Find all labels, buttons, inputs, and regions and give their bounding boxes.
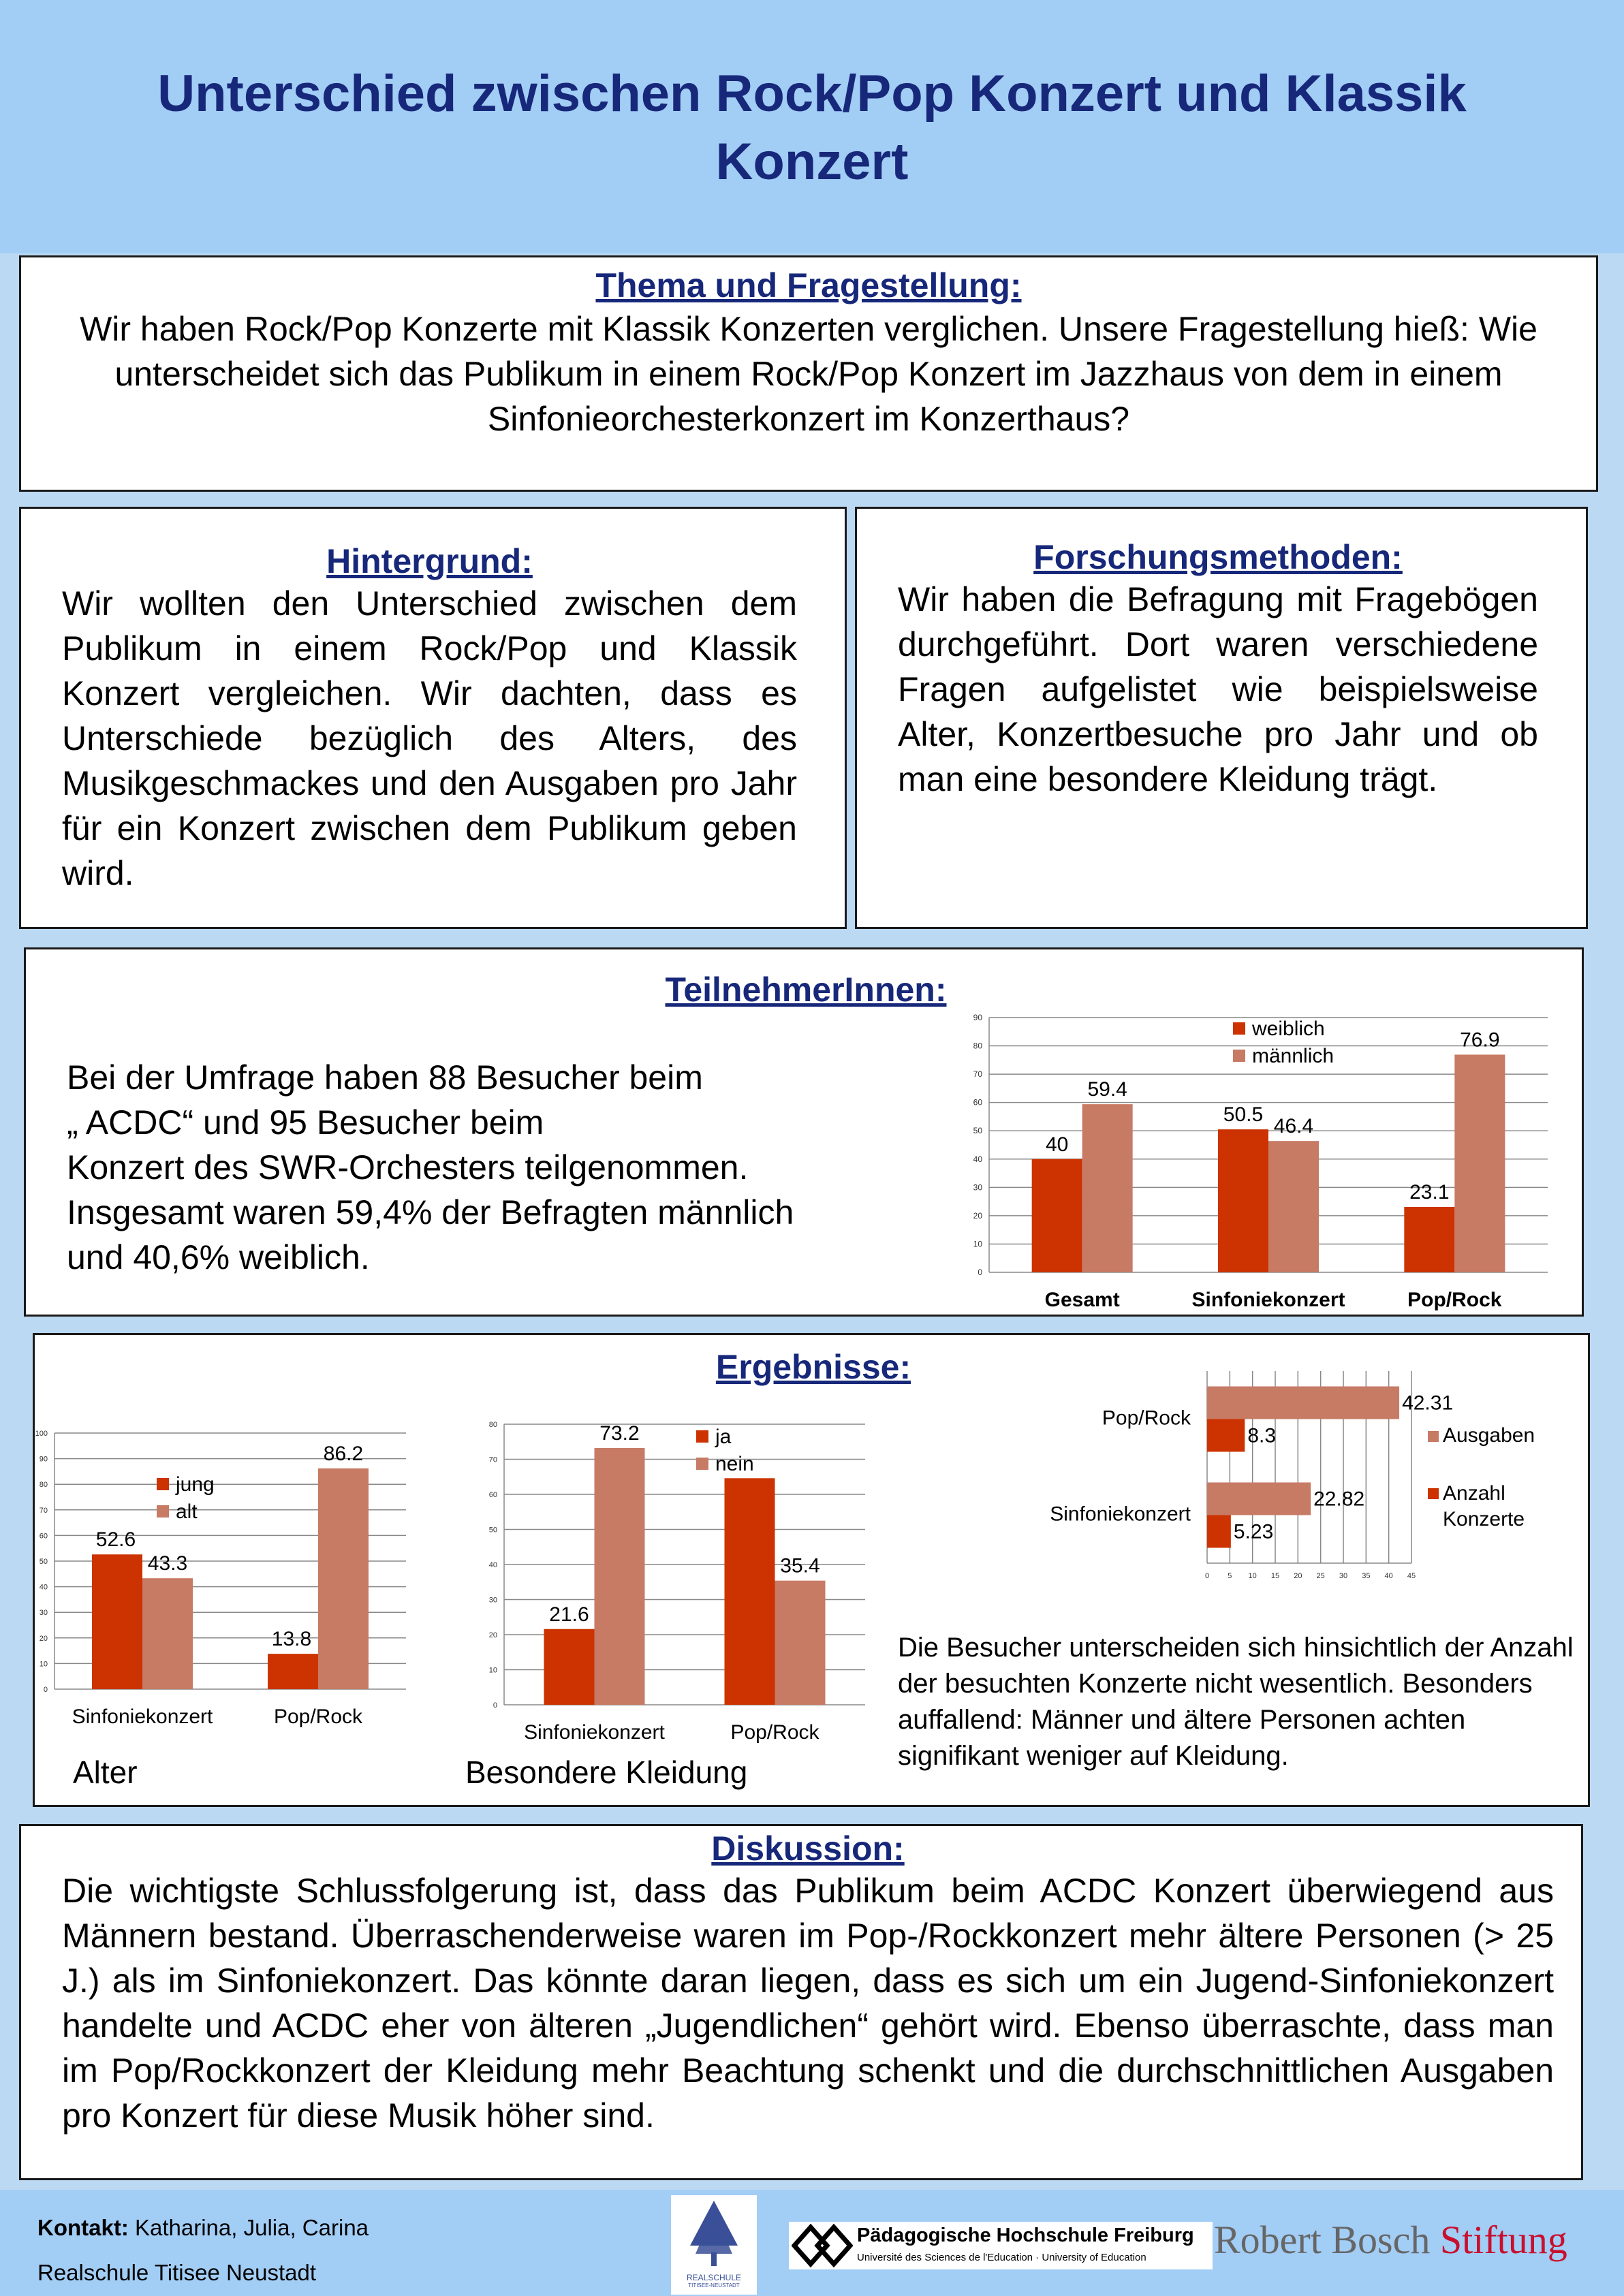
- y-tick-label: 10: [973, 1239, 982, 1249]
- bar-Ausgaben: [1207, 1387, 1399, 1419]
- y-tick-label: 0: [43, 1686, 48, 1694]
- bar-Anzahl Konzerte: [1207, 1515, 1231, 1548]
- category-label: Pop/Rock: [1407, 1289, 1502, 1311]
- methoden-heading: Forschungsmethoden:: [1033, 538, 1403, 576]
- legend-swatch: [157, 1478, 169, 1490]
- y-tick-label: 100: [35, 1430, 48, 1438]
- thema-heading: Thema und Fragestellung:: [595, 266, 1022, 304]
- y-tick-label: 60: [39, 1532, 48, 1541]
- x-tick-label: 10: [1248, 1572, 1257, 1580]
- category-label: Gesamt: [1044, 1289, 1120, 1311]
- alter-chart: [35, 1427, 422, 1733]
- diskussion-heading: Diskussion:: [711, 1829, 905, 1868]
- y-tick-label: 10: [39, 1660, 48, 1669]
- x-tick-label: 20: [1294, 1572, 1302, 1580]
- data-label: 86.2: [323, 1442, 364, 1465]
- data-label: 42.31: [1402, 1391, 1454, 1415]
- y-tick-label: 40: [488, 1561, 497, 1569]
- teilnehmer-line: Insgesamt waren 59,4% der Befragten männlich: [67, 1193, 794, 1231]
- teilnehmer-line: „ ACDC“ und 95 Besucher beim: [67, 1103, 544, 1142]
- x-tick-label: 5: [1228, 1572, 1232, 1580]
- category-label: Pop/Rock: [273, 1705, 363, 1728]
- legend-label: alt: [176, 1500, 198, 1523]
- y-tick-label: 40: [973, 1154, 982, 1164]
- school-name: Realschule Titisee Neustadt: [37, 2260, 317, 2285]
- methoden-text: Wir haben die Befragung mit Fragebögen durchgeführt. Dort waren verschiedene Fragen aufgelistet wie beispielsweise Alter, Konzertbesuche pro Jahr und ob man eine besondere Kleidung trägt.: [898, 580, 1538, 798]
- x-tick-label: 25: [1316, 1572, 1325, 1580]
- data-label: 43.3: [147, 1552, 188, 1575]
- y-tick-label: 80: [488, 1421, 497, 1429]
- legend-label: männlich: [1252, 1045, 1334, 1067]
- legend-label: jung: [176, 1473, 215, 1496]
- bar-Anzahl Konzerte: [1207, 1419, 1245, 1452]
- bar-alt: [318, 1468, 369, 1689]
- tree-icon: [683, 2198, 745, 2269]
- bar-jung: [92, 1554, 142, 1689]
- x-tick-label: 30: [1339, 1572, 1348, 1580]
- data-label: 59.4: [1087, 1078, 1127, 1101]
- bar-weiblich: [1404, 1207, 1454, 1272]
- diskussion-text: Die wichtigste Schlussfolgerung ist, dass das Publikum beim ACDC Konzert überwiegend aus Männern bestand. Überraschenderweise waren im Pop-/Rockkonzert mehr ältere Personen (> 25 J.) als im Sinfoniekonzert. Das könnte daran liegen, dass es sich um ein Jugend-Sinfoniekonzert handelte und ACDC eher von älteren „Jugendlichen“ gehört wird. Ebenso überraschte, dass man im Pop/Rockkonzert der Kleidung mehr Beachtung schenkt und die durchschnittlichen Ausgaben pro Konzert für diese Musik höher sind.: [62, 1872, 1554, 2135]
- teilnehmer-heading: TeilnehmerInnen:: [665, 971, 947, 1009]
- ergebnisse-text: Die Besucher unterscheiden sich hinsichtlich der Anzahl der besuchten Konzerte nicht wesentlich. Besonders auffallend: Männer und ältere Personen achten signifikant weniger auf Kleidung.: [898, 1633, 1574, 1771]
- bar-weiblich: [1032, 1159, 1082, 1272]
- bar-ja: [544, 1629, 595, 1705]
- legend-swatch: [1233, 1050, 1245, 1062]
- y-tick-label: 80: [39, 1481, 48, 1490]
- x-tick-label: 45: [1407, 1572, 1416, 1580]
- diskussion-box: [19, 1824, 1583, 2180]
- teilnehmer-text: [67, 1055, 794, 1280]
- bar-nein: [775, 1581, 826, 1705]
- bar-alt: [142, 1578, 193, 1689]
- y-tick-label: 90: [39, 1455, 48, 1464]
- contact: [37, 2215, 369, 2241]
- contact-label: Kontakt:: [37, 2215, 129, 2240]
- y-tick-label: 60: [488, 1491, 497, 1499]
- data-label: 23.1: [1409, 1181, 1450, 1204]
- x-tick-label: 0: [1204, 1572, 1210, 1580]
- teilnehmer-line: Bei der Umfrage haben 88 Besucher beim: [67, 1058, 703, 1097]
- x-tick-label: 15: [1270, 1572, 1280, 1580]
- legend-label: ja: [715, 1426, 732, 1448]
- y-tick-label: 80: [973, 1041, 982, 1051]
- x-tick-label: 35: [1362, 1572, 1371, 1580]
- data-label: 5.23: [1233, 1520, 1274, 1543]
- bar-männlich: [1268, 1141, 1319, 1272]
- gender-chart: [954, 1008, 1567, 1315]
- data-label: 8.3: [1247, 1424, 1277, 1447]
- y-tick-label: 70: [39, 1506, 48, 1515]
- teilnehmer-line: Konzert des SWR-Orchesters teilgenommen.: [67, 1148, 749, 1186]
- bar-jung: [268, 1654, 318, 1689]
- category-label: Pop/Rock: [730, 1721, 819, 1744]
- y-tick-label: 20: [973, 1210, 982, 1221]
- realschule-logo: [671, 2195, 757, 2295]
- realschule-logo-line2: TITISEE-NEUSTADT: [688, 2282, 740, 2289]
- y-tick-label: 70: [488, 1456, 497, 1464]
- kleidung-caption: Besondere Kleidung: [465, 1755, 748, 1790]
- ph-diamond-icon: [792, 2223, 853, 2268]
- data-label: 35.4: [780, 1554, 820, 1577]
- ph-name: Pädagogische Hochschule Freiburg: [857, 2224, 1194, 2246]
- category-label: Sinfoniekonzert: [1050, 1503, 1191, 1526]
- legend-swatch: [1428, 1488, 1439, 1499]
- alter-caption: Alter: [73, 1755, 138, 1790]
- y-tick-label: 0: [493, 1701, 497, 1710]
- data-label: 22.82: [1313, 1488, 1365, 1511]
- kleidung-chart: [477, 1417, 872, 1744]
- category-label: Pop/Rock: [1102, 1406, 1191, 1430]
- bosch-logo: [1214, 2217, 1624, 2271]
- hintergrund-box: [19, 507, 847, 929]
- legend-swatch: [157, 1505, 169, 1517]
- y-tick-label: 90: [973, 1013, 982, 1022]
- y-tick-label: 30: [39, 1609, 48, 1618]
- bar-männlich: [1082, 1104, 1133, 1272]
- legend-label: weiblich: [1252, 1018, 1325, 1040]
- data-label: 52.6: [95, 1528, 136, 1552]
- poster-title: Unterschied zwischen Rock/Pop Konzert und Klassik Konzert: [157, 65, 1467, 191]
- teilnehmer-line: und 40,6% weiblich.: [67, 1238, 370, 1276]
- category-label: Sinfoniekonzert: [72, 1705, 213, 1728]
- ph-freiburg-logo: [789, 2222, 1213, 2269]
- bar-weiblich: [1218, 1129, 1268, 1272]
- data-label: 73.2: [599, 1422, 640, 1445]
- legend-swatch: [696, 1458, 708, 1470]
- data-label: 50.5: [1223, 1103, 1264, 1127]
- category-label: Sinfoniekonzert: [1191, 1289, 1345, 1311]
- data-label: 21.6: [549, 1603, 589, 1626]
- thema-box: [19, 255, 1598, 492]
- data-label: 40: [1045, 1133, 1069, 1156]
- y-tick-label: 70: [973, 1069, 982, 1080]
- ergebnisse-heading: Ergebnisse:: [715, 1348, 911, 1386]
- hintergrund-text: Wir wollten den Unterschied zwischen dem Publikum in einem Rock/Pop und Klassik Konzert vergleichen. Wir dachten, dass es Unterschiede bezüglich des Alters, des Musikgeschmackes und den Ausgaben pro Jahr für ein Konzert zwischen dem Publikum geben wird.: [62, 584, 797, 892]
- contact-names: Katharina, Julia, Carina: [135, 2215, 369, 2240]
- thema-text: Wir haben Rock/Pop Konzerte mit Klassik Konzerten verglichen. Unsere Fragestellung hieß: Wie unterscheidet sich das Publikum in einem Rock/Pop Konzert im Jazzhaus von dem in einem Sinfonieorchesterkonzert im Konzerthaus?: [80, 310, 1537, 438]
- data-label: 76.9: [1460, 1028, 1500, 1052]
- bar-Ausgaben: [1207, 1483, 1311, 1515]
- legend-label: Konzerte: [1443, 1508, 1525, 1530]
- ausgaben-chart: [1022, 1359, 1567, 1604]
- y-tick-label: 50: [488, 1526, 497, 1535]
- legend-swatch: [696, 1430, 708, 1443]
- y-tick-label: 50: [973, 1126, 982, 1136]
- x-tick-label: 40: [1384, 1572, 1393, 1580]
- y-tick-label: 50: [39, 1558, 48, 1566]
- legend-label: nein: [715, 1453, 754, 1475]
- realschule-logo-line1: REALSCHULE: [686, 2273, 742, 2282]
- legend-swatch: [1428, 1431, 1439, 1442]
- bar-ja: [725, 1478, 775, 1705]
- data-label: 46.4: [1273, 1115, 1314, 1138]
- bosch-stiftung: Stiftung: [1439, 2218, 1567, 2262]
- data-label: 13.8: [271, 1628, 312, 1651]
- y-tick-label: 30: [973, 1182, 982, 1193]
- category-label: Sinfoniekonzert: [524, 1721, 665, 1744]
- legend-swatch: [1233, 1022, 1245, 1035]
- y-tick-label: 0: [978, 1268, 982, 1277]
- bar-männlich: [1454, 1054, 1505, 1272]
- y-tick-label: 30: [488, 1596, 497, 1605]
- bosch-name: Robert Bosch: [1214, 2218, 1431, 2262]
- hintergrund-heading: Hintergrund:: [326, 542, 533, 580]
- y-tick-label: 20: [488, 1631, 497, 1639]
- y-tick-label: 60: [973, 1097, 982, 1107]
- legend-label: Anzahl: [1443, 1482, 1505, 1505]
- y-tick-label: 40: [39, 1583, 48, 1592]
- legend-label: Ausgaben: [1443, 1424, 1535, 1447]
- bar-nein: [595, 1448, 645, 1705]
- y-tick-label: 10: [488, 1666, 497, 1675]
- y-tick-label: 20: [39, 1634, 48, 1643]
- ph-subtitle: Université des Sciences de l'Education · University of Education: [857, 2252, 1146, 2263]
- methoden-box: [855, 507, 1588, 929]
